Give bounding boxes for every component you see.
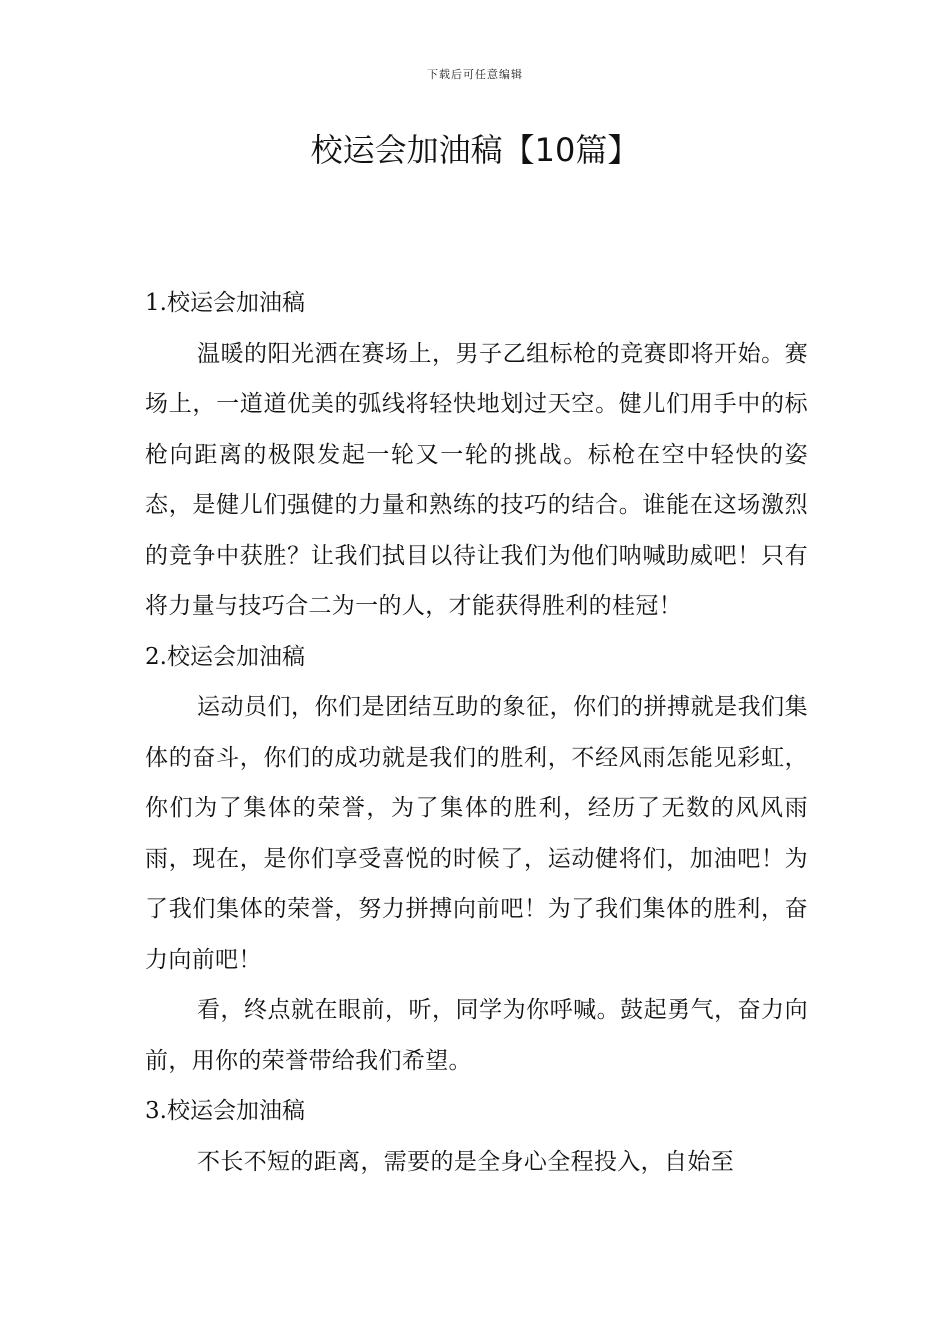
section-3 bbox=[145, 1086, 808, 1187]
paragraph: 温暖的阳光洒在赛场上，男子乙组标枪的竞赛即将开始。赛场上，一道道优美的弧线将轻快地划过天空。健儿们用手中的标枪向距离的极限发起一轮又一轮的挑战。标枪在空中轻快的姿态，是健儿们强健的力量和熟练的技巧的结合。谁能在这场激烈的竞争中获胜？让我们拭目以待让我们为他们呐喊助威吧！只有将力量与技巧合二为一的人，才能获得胜利的桂冠！ bbox=[145, 340, 808, 619]
section-2 bbox=[145, 632, 808, 1087]
paragraph: 不长不短的距离，需要的是全身心全程投入，自始至 bbox=[197, 1148, 735, 1175]
section-1 bbox=[145, 278, 808, 632]
paragraph: 运动员们，你们是团结互助的象征，你们的拼搏就是我们集体的奋斗，你们的成功就是我们的胜利，不经风雨怎能见彩虹，你们为了集体的荣誉，为了集体的胜利，经历了无数的风风雨雨，现在，是你们享受喜悦的时候了，运动健将们，加油吧！为了我们集体的荣誉，努力拼搏向前吧！为了我们集体的胜利，奋力向前吧！ bbox=[145, 694, 808, 973]
paragraph: 看，终点就在眼前，听，同学为你呼喊。鼓起勇气，奋力向前，用你的荣誉带给我们希望。 bbox=[145, 997, 808, 1074]
document-title: 校运会加油稿【10篇】 bbox=[310, 131, 640, 169]
document-body bbox=[145, 278, 808, 1187]
header-note: 下载后可任意编辑 bbox=[427, 68, 523, 81]
section-heading: 2.校运会加油稿 bbox=[145, 643, 305, 670]
section-heading: 1.校运会加油稿 bbox=[145, 290, 305, 316]
section-heading: 3.校运会加油稿 bbox=[145, 1098, 305, 1124]
